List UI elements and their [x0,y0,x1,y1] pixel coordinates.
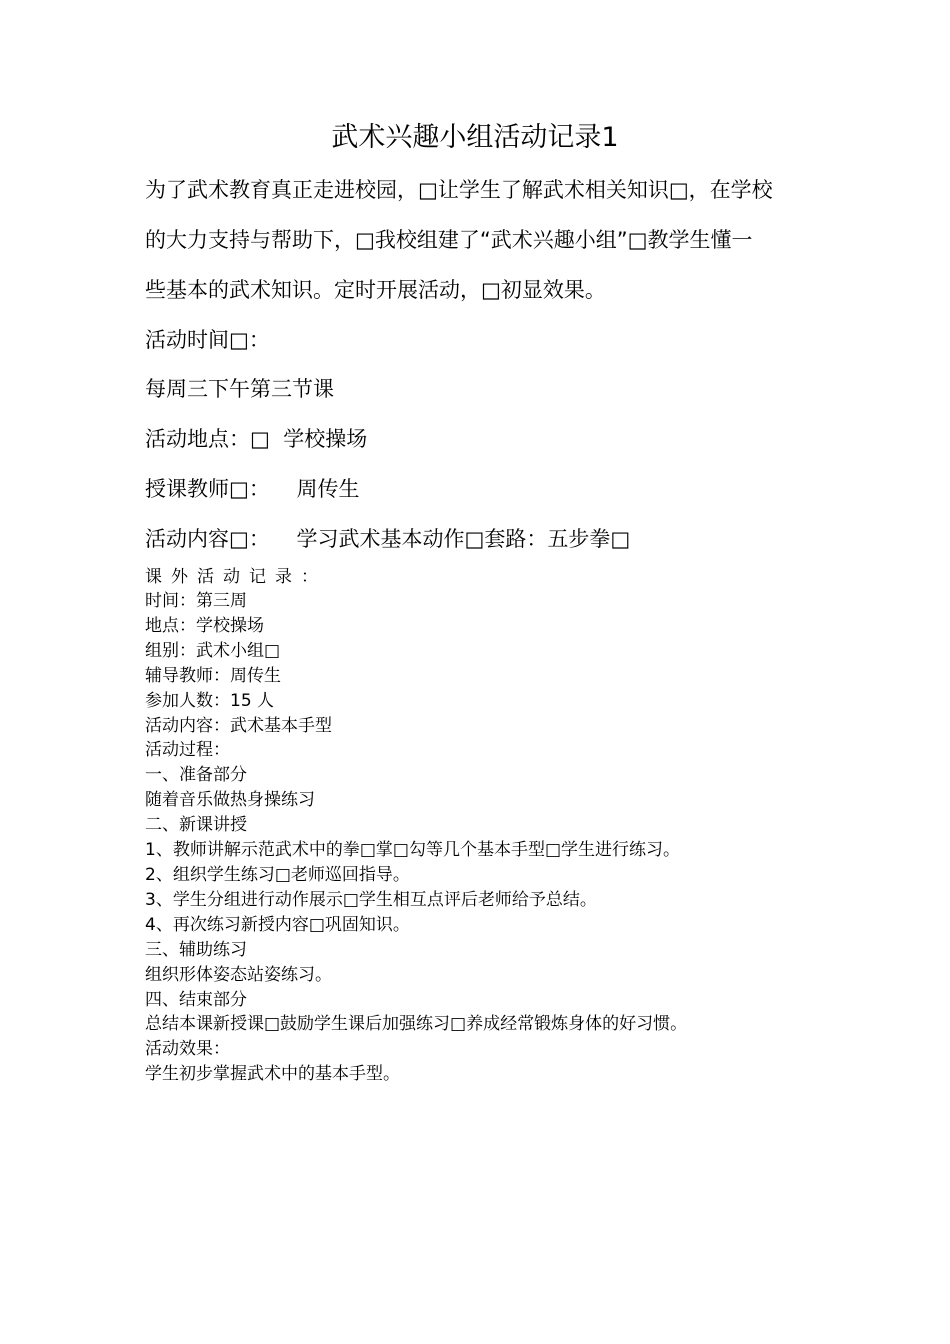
record-heading: 课外活动记录： [145,567,327,587]
record-line: 活动效果： [145,1039,230,1059]
record-line: 1、教师讲解示范武术中的拳□掌□勾等几个基本手型□学生进行练习。 [145,840,681,860]
section-heading: 四、结束部分 [145,990,247,1010]
intro-line-2: 的大力支持与帮助下，□我校组建了“武术兴趣小组”□教学生懂一 [145,228,753,252]
record-line: 参加人数：15 人 [145,691,275,711]
record-line: 组织形体姿态站姿练习。 [145,965,332,985]
record-line: 地点：学校操场 [145,616,264,636]
section-heading: 一、准备部分 [145,765,247,785]
document-title: 武术兴趣小组活动记录1 [331,122,619,153]
record-line: 辅导教师：周传生 [145,666,281,686]
record-line: 2、组织学生练习□老师巡回指导。 [145,865,410,885]
section-heading: 三、辅助练习 [145,940,247,960]
activity-content: 活动内容□： 学习武术基本动作□套路：五步拳□ [145,527,631,551]
record-line: 活动内容：武术基本手型 [145,716,332,736]
activity-time-value: 每周三下午第三节课 [145,377,334,401]
record-line: 活动过程： [145,740,230,760]
intro-line-3: 些基本的武术知识。定时开展活动，□初显效果。 [145,278,606,302]
intro-line-1: 为了武术教育真正走进校园，□让学生了解武术相关知识□，在学校 [145,178,773,202]
activity-time-label: 活动时间□： [145,328,270,352]
record-line: 学生初步掌握武术中的基本手型。 [145,1064,400,1084]
record-line: 随着音乐做热身操练习 [145,790,315,810]
record-line: 组别：武术小组□ [145,641,281,661]
record-line: 3、学生分组进行动作展示□学生相互点评后老师给予总结。 [145,890,597,910]
section-heading: 二、新课讲授 [145,815,247,835]
record-line: 总结本课新授课□鼓励学生课后加强练习□养成经常锻炼身体的好习惯。 [145,1014,688,1034]
activity-place: 活动地点：□ 学校操场 [145,427,368,451]
record-line: 4、再次练习新授内容□巩固知识。 [145,915,410,935]
record-line: 时间：第三周 [145,591,247,611]
teacher: 授课教师□： 周传生 [145,477,360,501]
